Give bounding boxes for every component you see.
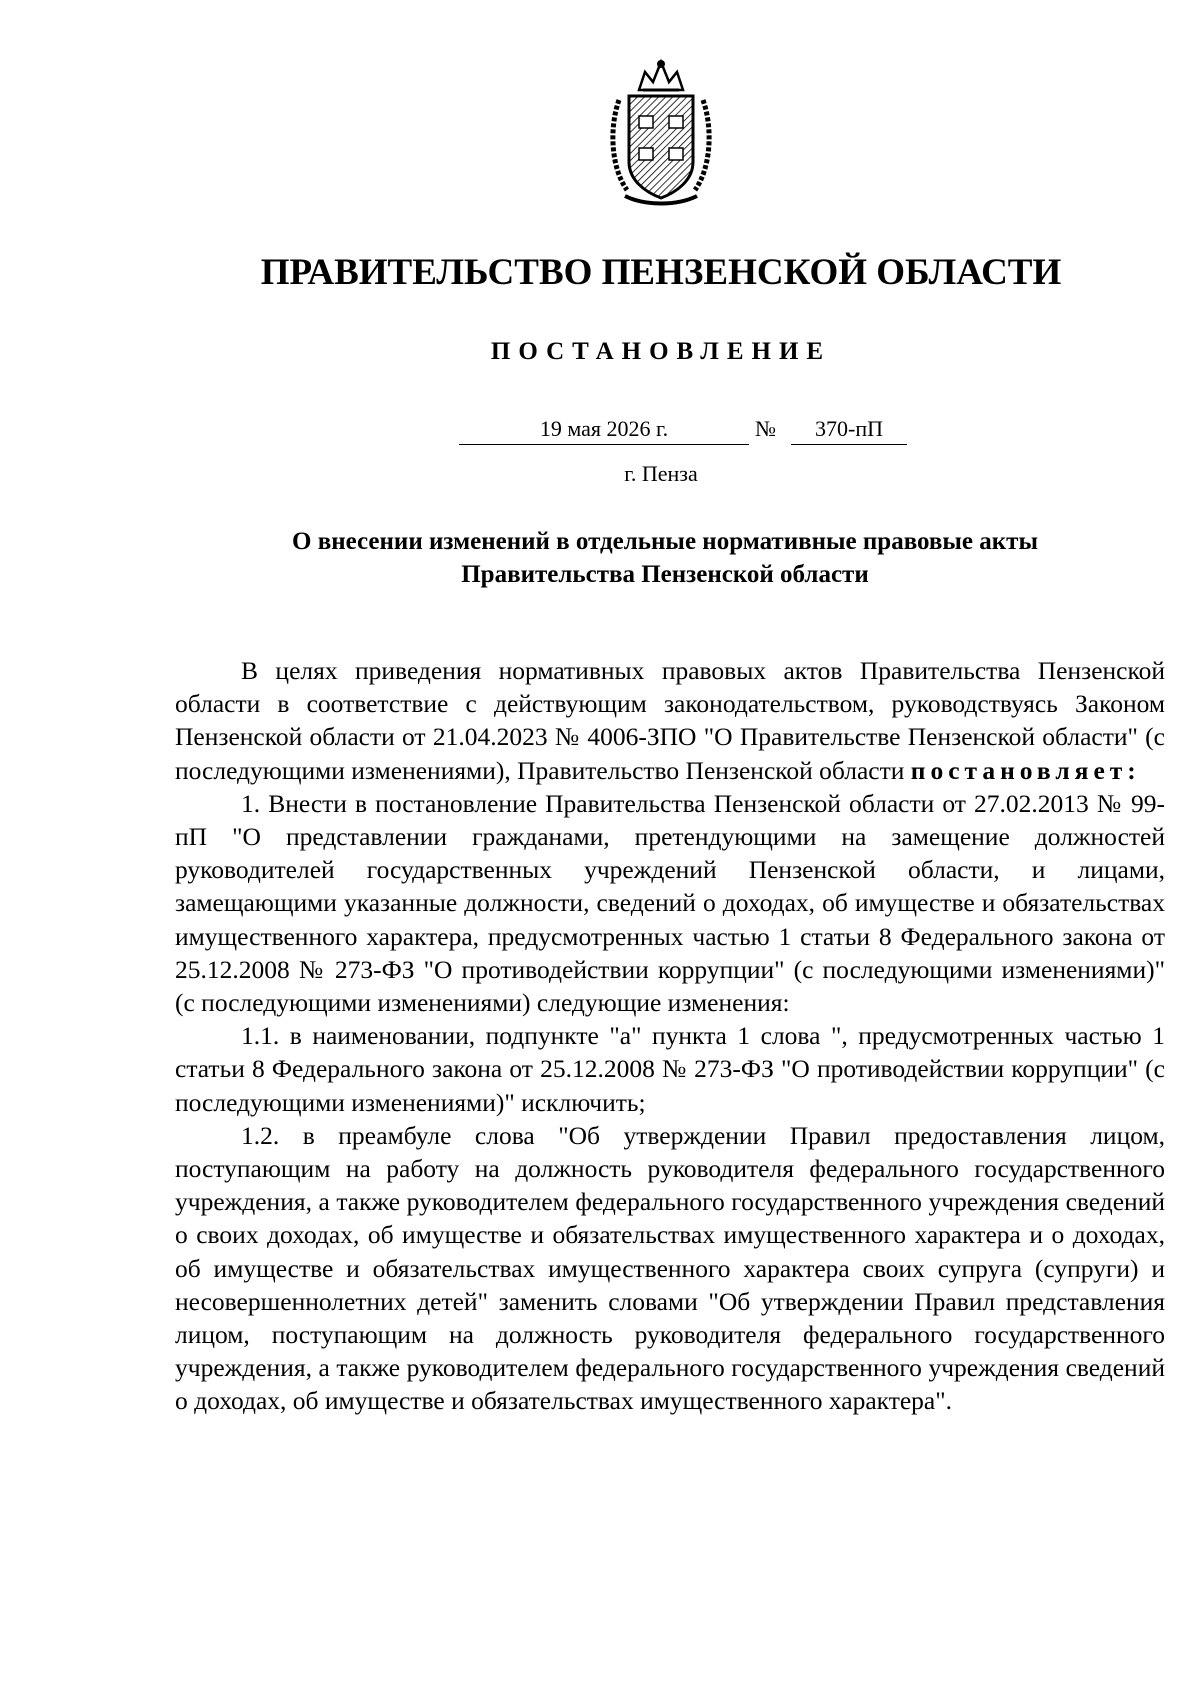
resolves-word: постановляет:: [910, 755, 1141, 785]
organization-title: ПРАВИТЕЛЬСТВО ПЕНЗЕНСКОЙ ОБЛАСТИ: [260, 252, 1062, 293]
number-sign: №: [755, 416, 776, 441]
subject-line-2: Правительства Пензенской области: [461, 561, 869, 588]
document-body: [175, 654, 1165, 1418]
preamble-text: В целях приведения нормативных правовых актов Правительства Пензенской области в соответствие с действующим законодательством, руководствуясь Законом Пензенской области от 21.04.2023 № 4006-ЗПО "О Правительстве Пензенской области" (с последующими изменениями), Правительство Пензенской области: [175, 656, 1165, 785]
paragraph-1-2: 1.2. в преамбуле слова "Об утверждении Правил предоставления лицом, поступающим на работу на должность руководителя федерального государственного учреждения, а также руководителем федерального государственного учреждения сведений о своих доходах, об имуществе и обязательствах имущественного характера и о доходах, об имуществе и обязательствах имущественного характера своих супруга (супруги) и несовершеннолетних детей" заменить словами "Об утверждении Правил представления лицом, поступающим на должность руководителя федерального государственного учреждения, а также руководителем федерального государственного учреждения сведений о доходах, об имуществе и обязательствах имущественного характера".: [175, 1120, 1165, 1416]
document-date: 19 мая 2026 г.: [459, 416, 749, 445]
document-subject: [0, 525, 1200, 591]
paragraph-1: 1. Внести в постановление Правительства Пензенской области от 27.02.2013 № 99-пП "О представлении гражданами, претендующими на замещение должностей руководителей государственных учреждений Пензенской области, и лицами, замещающими указанные должности, сведений о доходах, об имуществе и обязательствах имущественного характера, предусмотренных частью 1 статьи 8 Федерального закона от 25.12.2008 № 273-ФЗ "О противодействии коррупции" (с последующими изменениями)" (с последующими изменениями) следующие изменения:: [175, 788, 1165, 1018]
subject-line-1: О внесении изменений в отдельные нормативные правовые акты: [292, 528, 1038, 555]
coat-of-arms-emblem-icon: [605, 58, 717, 206]
paragraph-1-1: 1.1. в наименовании, подпункте "а" пункта 1 слова ", предусмотренных частью 1 статьи 8 Федерального закона от 25.12.2008 № 273-ФЗ "О противодействии коррупции" (с последующими изменениями)" исключить;: [175, 1021, 1165, 1117]
preamble-paragraph: [175, 654, 1165, 787]
document-type: ПОСТАНОВЛЕНИЕ: [490, 338, 832, 365]
document-number: 370-пП: [791, 416, 907, 445]
city-name: г. Пенза: [624, 461, 698, 486]
